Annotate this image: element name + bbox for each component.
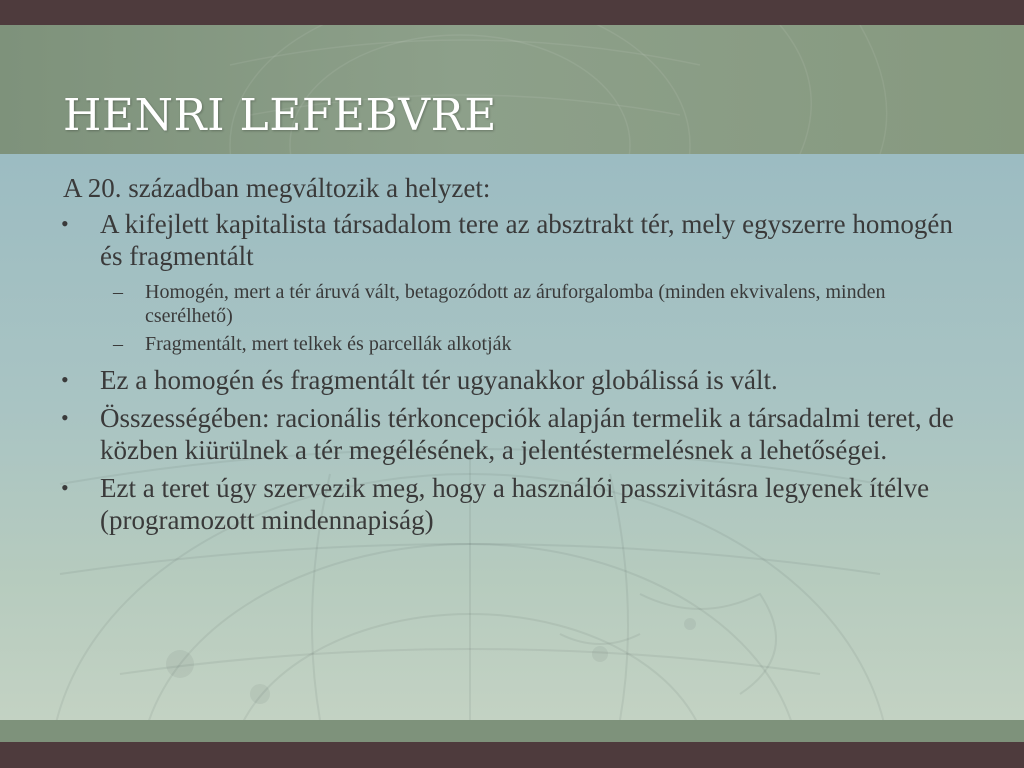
bullet-text: A kifejlett kapitalista társadalom tere az absztrakt tér, mely egyszerre homogén és fragmentált	[100, 209, 953, 271]
bullet-dot-icon: •	[61, 367, 69, 392]
top-frame-bar	[0, 0, 1024, 25]
bullet-dot-icon: •	[61, 475, 69, 500]
bullet-item	[63, 364, 973, 396]
bottom-green-band	[0, 720, 1024, 742]
slide-body	[63, 172, 973, 542]
sub-list	[63, 280, 973, 356]
sub-bullet-text: Homogén, mert a tér áruvá vált, betagozódott az áruforgalomba (minden ekvivalens, minden cserélhető)	[145, 281, 886, 327]
slide-title: HENRI LEFEBVRE	[63, 90, 497, 141]
bottom-frame-bar	[0, 742, 1024, 768]
bullet-dot-icon: •	[61, 211, 69, 236]
sub-bullet-item	[63, 332, 973, 356]
bullet-item	[63, 472, 973, 536]
dash-icon: –	[113, 333, 123, 355]
sub-bullet-item	[63, 280, 973, 328]
bullet-text: Ez a homogén és fragmentált tér ugyanakkor globálissá is vált.	[100, 365, 778, 395]
bullet-dot-icon: •	[61, 405, 69, 430]
bullet-text: Ezt a teret úgy szervezik meg, hogy a használói passzivitásra legyenek ítélve (programozott mindennapiság)	[100, 473, 930, 535]
sub-bullet-text: Fragmentált, mert telkek és parcellák alkotják	[145, 333, 512, 355]
bullet-text: Összességében: racionális térkoncepciók alapján termelik a társadalmi teret, de közben kiürülnek a tér megélésének, a jelentéstermelésnek a lehetőségei.	[100, 403, 954, 465]
bullet-item	[63, 208, 973, 272]
intro-line: A 20. században megváltozik a helyzet:	[63, 173, 491, 203]
dash-icon: –	[113, 281, 123, 303]
bullet-item	[63, 402, 973, 466]
